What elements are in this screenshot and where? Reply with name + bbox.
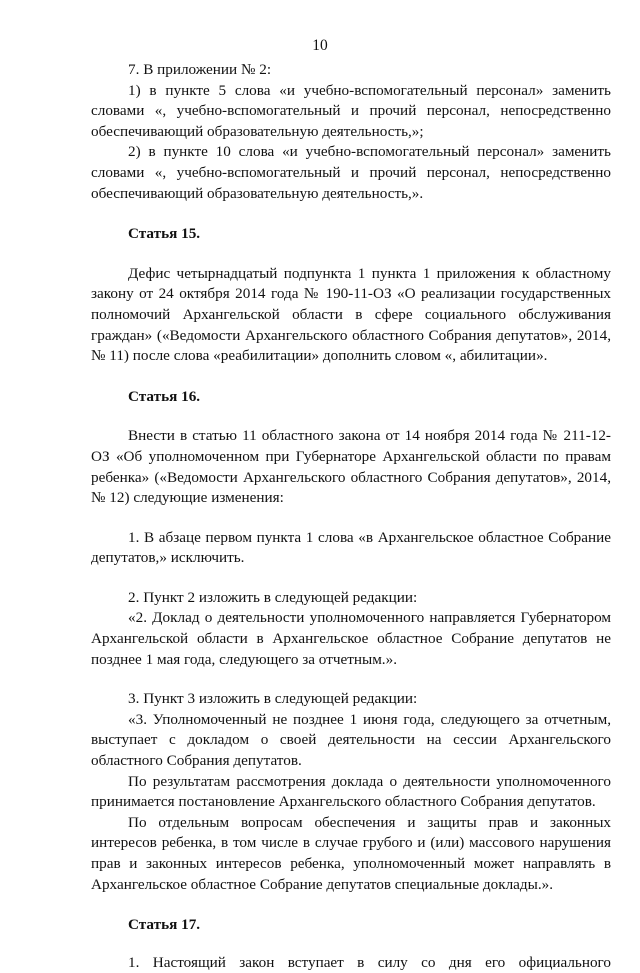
article-16-item-3-text-1: «3. Уполномоченный не позднее 1 июня года, следующего за отчетным, выступает с докладом о своей деятельности на сессии Архангельского областного Собрания депутатов. <box>91 710 611 770</box>
article-16-item-3-text-3: По отдельным вопросам обеспечения и защиты прав и законных интересов ребенка, в том числе в случае грубого и (или) массового нарушения прав и законных интересов ребенка, уполномоченный может направлять в Архангельское областное Собрание депутатов специальные доклады.». <box>91 813 611 893</box>
page-number: 10 <box>312 37 328 54</box>
article-16-item-1: 1. В абзаце первом пункта 1 слова «в Архангельское областное Собрание депутатов,» исключить. <box>91 528 611 567</box>
article-16-item-2-text: «2. Доклад о деятельности уполномоченного направляется Губернатором Архангельской области в Архангельское областное Собрание депутатов не позднее 1 мая года, следующего за отчетным.». <box>91 609 611 668</box>
article-16-item-3-text-2: По результатам рассмотрения доклада о деятельности уполномоченного принимается постановление Архангельского областного Собрания депутатов. <box>91 772 611 811</box>
article-15-text: Дефис четырнадцатый подпункта 1 пункта 1 приложения к областному закону от 24 октября 2014 года № 190-11-ОЗ «О реализации государственных полномочий Архангельской области в сфере социального обслуживания граждан» («Ведомости Архангельского областного Собрания депутатов», 2014, № 11) после слова «реабилитации» дополнить словом «, абилитации». <box>91 264 611 365</box>
article-16-heading: Статья 16. <box>128 387 201 405</box>
article-16-item-2: 2. Пункт 2 изложить в следующей редакции: <box>128 588 418 606</box>
article-17-item-1: 1. Настоящий закон вступает в силу со дня его официального <box>128 953 611 971</box>
article-17-heading: Статья 17. <box>128 916 201 934</box>
article-16-intro: Внести в статью 11 областного закона от 14 ноября 2014 года № 211-12-ОЗ «Об уполномоченном при Губернаторе Архангельской области по правам ребенка» («Ведомости Архангельского областного Собрания депутатов», 2014, № 12) следующие изменения: <box>91 427 611 507</box>
subitem-1-point-5: 1) в пункте 5 слова «и учебно-вспомогательный персонал» заменить словами «, учебно-вспомогательный и прочий персонал, непосредственно обеспечивающий образовательную деятельность,»; <box>91 81 611 140</box>
subitem-2-point-10: 2) в пункте 10 слова «и учебно-вспомогательный персонал» заменить словами «, учебно-вспомогательный и прочий персонал, непосредственно обеспечивающий образовательную деятельность,». <box>91 143 611 202</box>
article-16-item-3: 3. Пункт 3 изложить в следующей редакции: <box>128 690 418 708</box>
document-body <box>91 60 611 973</box>
item-7-appendix-2: 7. В приложении № 2: <box>128 61 272 78</box>
article-15-heading: Статья 15. <box>128 225 201 243</box>
